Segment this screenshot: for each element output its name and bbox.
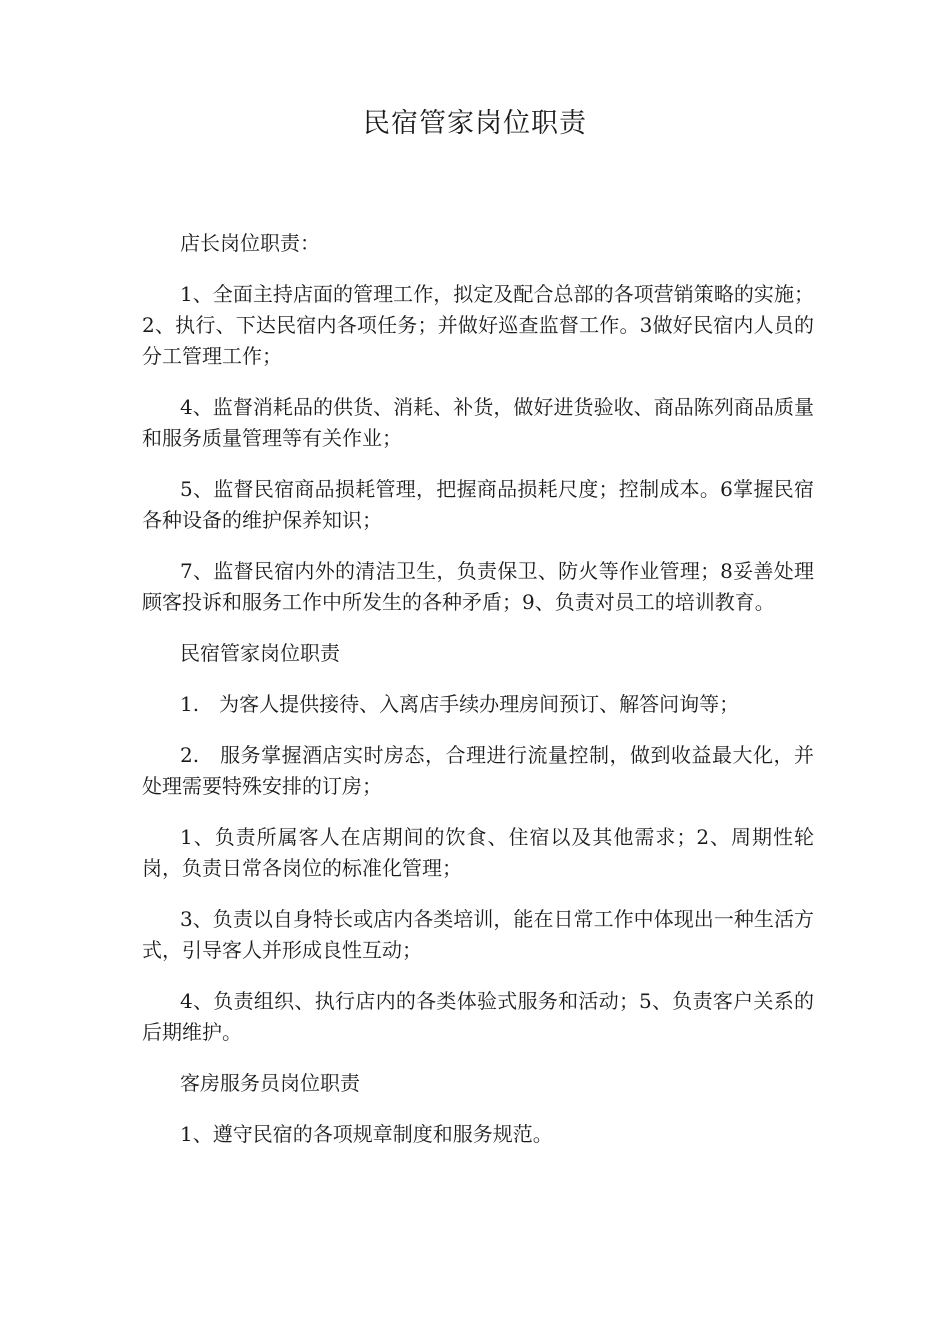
paragraph: 1、负责所属客人在店期间的饮食、住宿以及其他需求；2、周期性轮岗，负责日常各岗位的标准化管理；	[142, 825, 814, 880]
paragraph: 5、监督民宿商品损耗管理，把握商品损耗尺度；控制成本。6掌握民宿各种设备的维护保养知识；	[142, 477, 814, 532]
section-heading-housekeeping: 客房服务员岗位职责	[180, 1071, 360, 1095]
paragraph: 4、监督消耗品的供货、消耗、补货，做好进货验收、商品陈列商品质量和服务质量管理等有关作业；	[142, 395, 814, 450]
paragraph: 4、负责组织、执行店内的各类体验式服务和活动；5、负责客户关系的后期维护。	[142, 989, 814, 1044]
section-heading-store-manager: 店长岗位职责：	[180, 231, 320, 255]
section-heading-butler: 民宿管家岗位职责	[180, 641, 340, 665]
paragraph: 1、遵守民宿的各项规章制度和服务规范。	[180, 1122, 553, 1146]
paragraph: 2. 服务掌握酒店实时房态，合理进行流量控制，做到收益最大化，并处理需要特殊安排的订房；	[142, 743, 814, 798]
paragraph: 7、监督民宿内外的清洁卫生，负责保卫、防火等作业管理；8妥善处理顾客投诉和服务工作中所发生的各种矛盾；9、负责对员工的培训教育。	[142, 559, 814, 614]
paragraph: 3、负责以自身特长或店内各类培训，能在日常工作中体现出一种生活方式，引导客人并形成良性互动；	[142, 907, 814, 962]
paragraph: 1、全面主持店面的管理工作，拟定及配合总部的各项营销策略的实施；2、执行、下达民宿内各项任务；并做好巡查监督工作。3做好民宿内人员的分工管理工作；	[142, 282, 814, 368]
document-body	[142, 228, 814, 1170]
document-title: 民宿管家岗位职责	[363, 108, 587, 139]
paragraph: 1. 为客人提供接待、入离店手续办理房间预订、解答问询等；	[180, 692, 740, 716]
